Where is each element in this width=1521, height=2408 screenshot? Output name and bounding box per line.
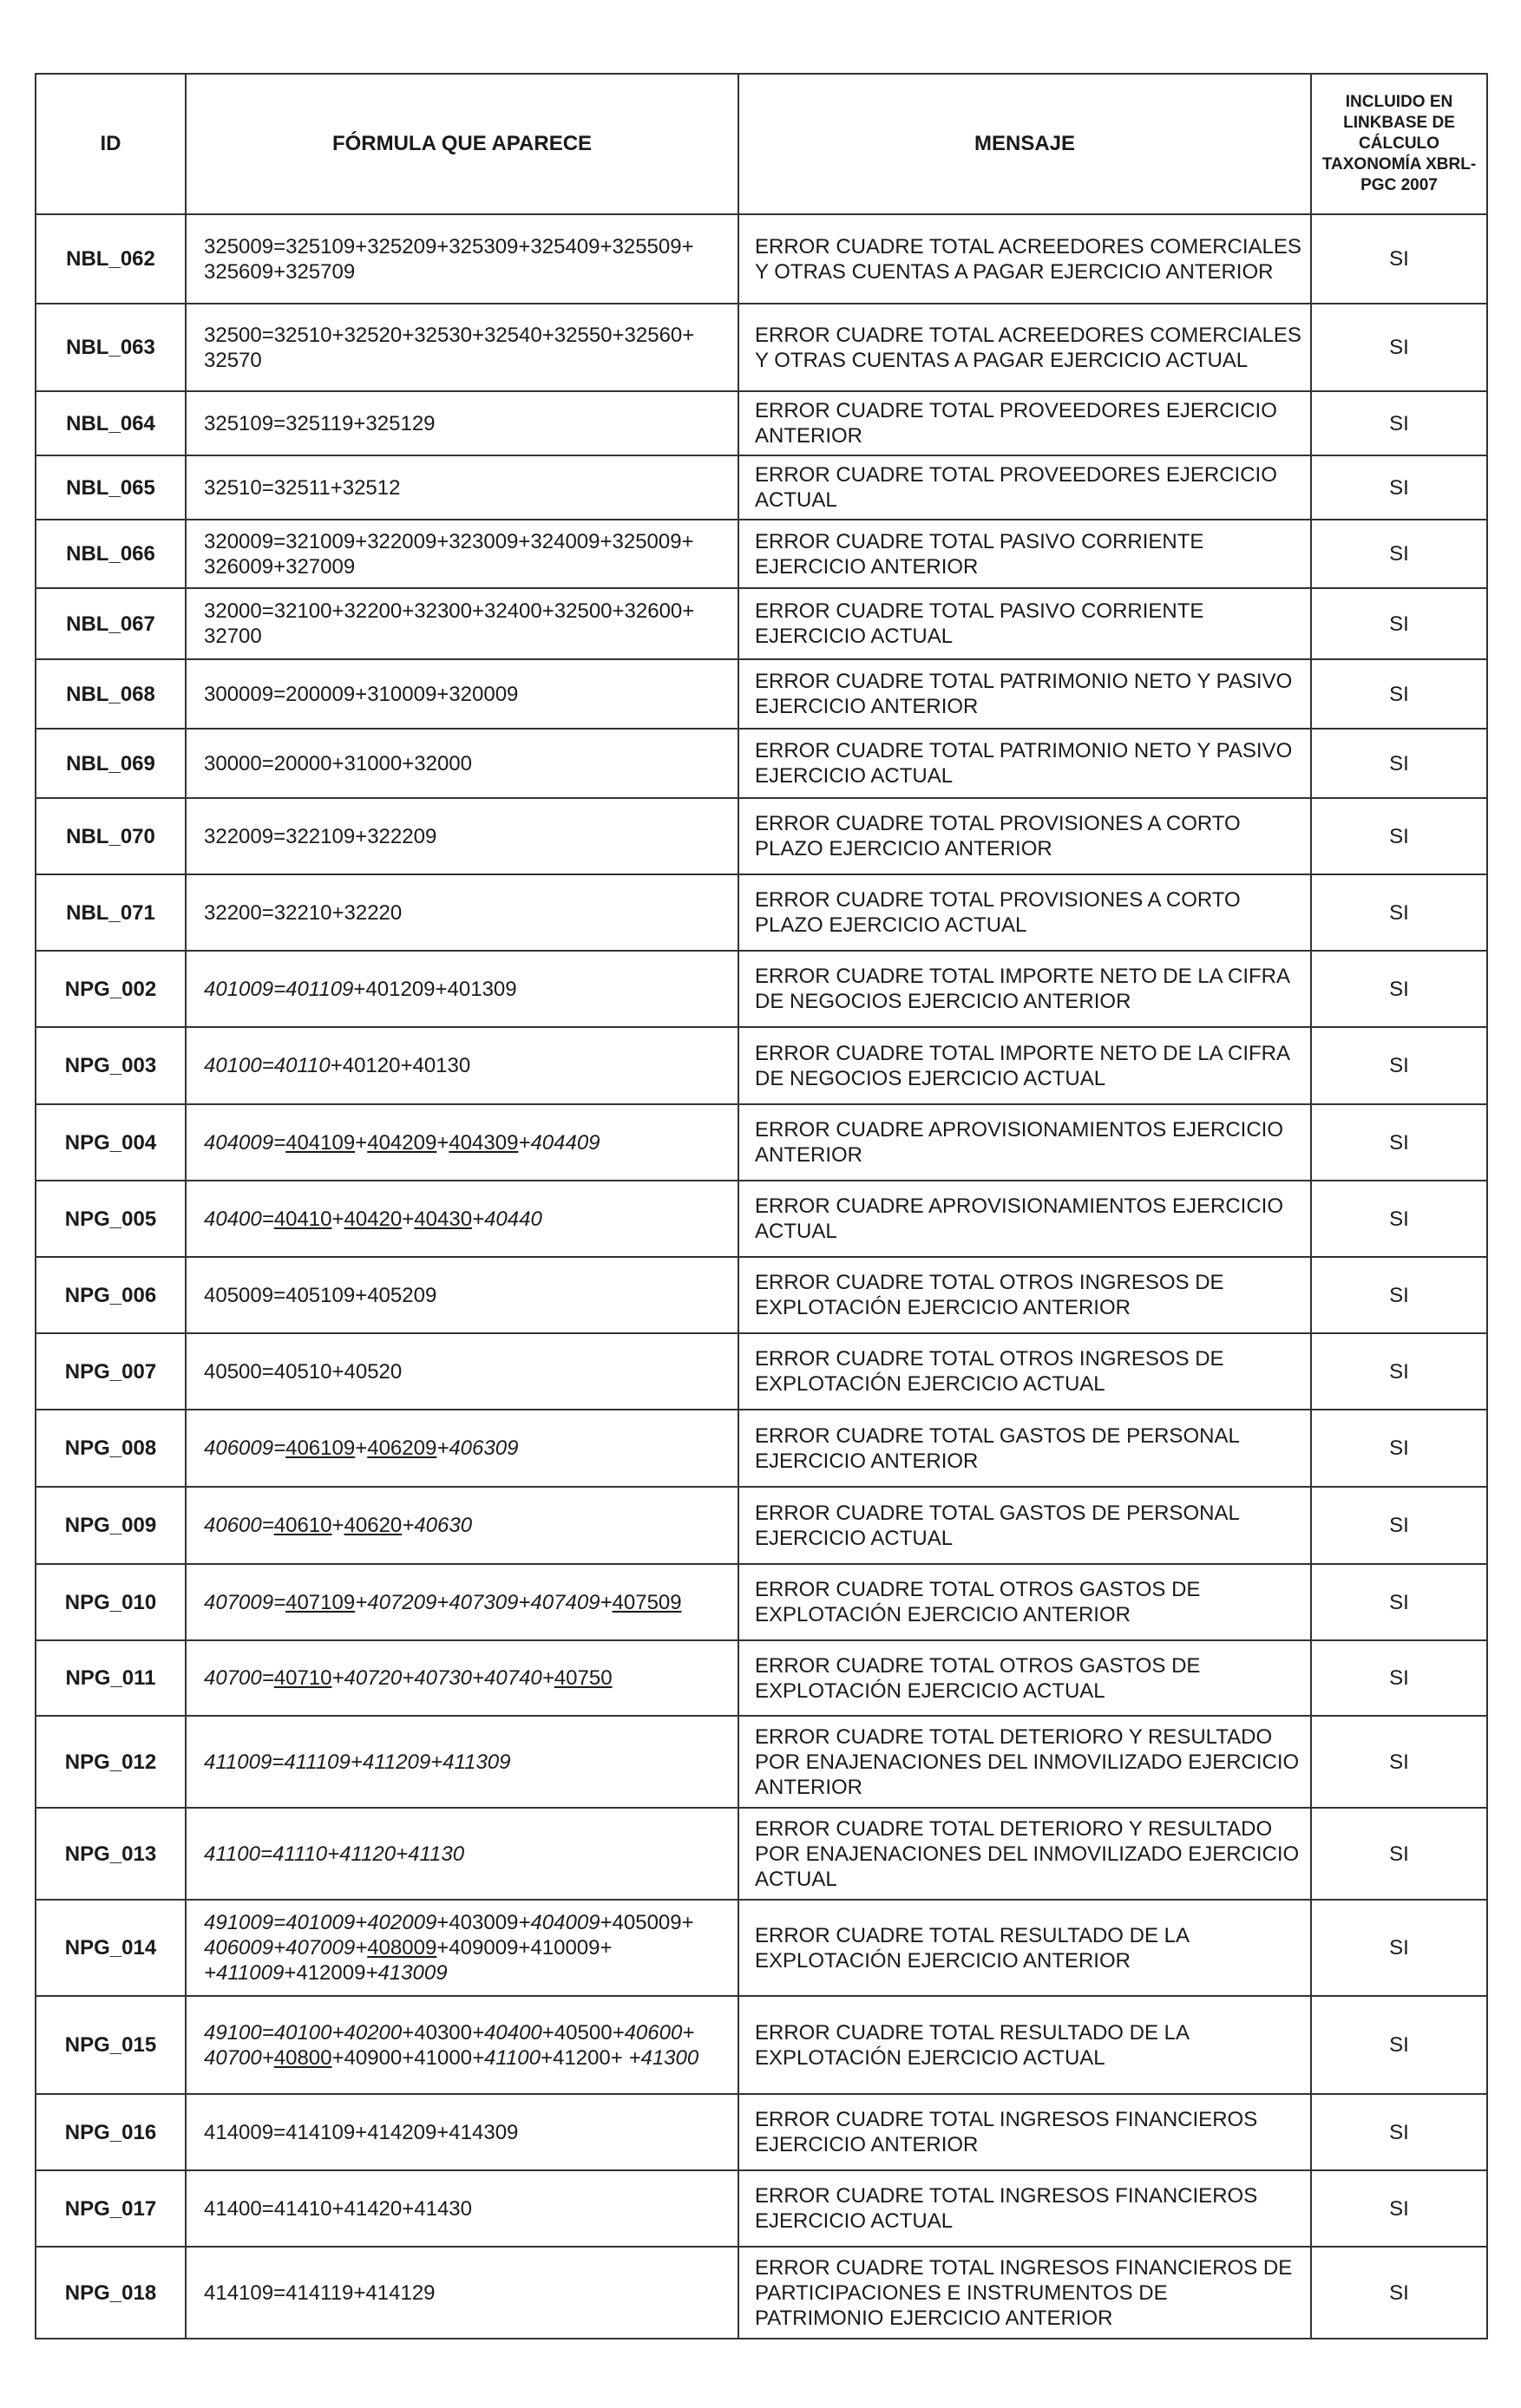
formula-part: +404409 [518, 1130, 600, 1155]
row-formula [186, 951, 738, 1027]
formula-part: +40500 [541, 2020, 613, 2045]
table-row [36, 951, 1487, 1027]
row-id: NPG_018 [36, 2247, 186, 2339]
table-row [36, 1900, 1487, 1996]
table-row [36, 1808, 1487, 1900]
row-id: NBL_066 [36, 520, 186, 588]
row-included: SI [1311, 951, 1487, 1027]
row-included: SI [1311, 588, 1487, 659]
formula-part: +40900+41000 [331, 2045, 473, 2070]
formula-part: 32000=32100+32200+32300+32400+32500+32600+ 32700 [204, 599, 695, 648]
row-formula [186, 659, 738, 729]
formula-part: 41100=41110+41120+41130 [204, 1842, 465, 1866]
row-id: NPG_016 [36, 2094, 186, 2170]
table-row [36, 1257, 1487, 1333]
formula-part: 40410 [273, 1207, 332, 1231]
row-id: NPG_014 [36, 1900, 186, 1996]
row-id: NPG_010 [36, 1564, 186, 1640]
formula-part: +40720+40730+40740+ [331, 1666, 554, 1690]
row-id: NPG_002 [36, 951, 186, 1027]
formula-part: + [402, 1207, 415, 1231]
row-formula [186, 2094, 738, 2170]
row-formula [186, 729, 738, 798]
row-included: SI [1311, 659, 1487, 729]
row-formula [186, 874, 738, 951]
formula-part: +405009+ [600, 1911, 694, 1934]
header-id: ID [36, 74, 186, 214]
row-message: ERROR CUADRE TOTAL GASTOS DE PERSONAL EJERCICIO ACTUAL [738, 1487, 1311, 1564]
table-body [36, 214, 1487, 2339]
formula-part: 40750 [554, 1666, 613, 1690]
row-id: NBL_068 [36, 659, 186, 729]
row-message: ERROR CUADRE TOTAL DETERIORO Y RESULTADO POR ENAJENACIONES DEL INMOVILIZADO EJERCICIO ACTUAL [738, 1808, 1311, 1900]
row-included: SI [1311, 874, 1487, 951]
row-included: SI [1311, 1487, 1487, 1564]
table-header [36, 74, 1487, 214]
row-included: SI [1311, 798, 1487, 874]
formula-part: 406009+407009+ [204, 1936, 368, 1960]
row-message: ERROR CUADRE TOTAL PASIVO CORRIENTE EJERCICIO ACTUAL [738, 588, 1311, 659]
formula-part: +406309 [436, 1436, 519, 1460]
formula-part: +404009 [518, 1911, 600, 1934]
formula-part: +40120+40130 [330, 1054, 471, 1077]
table-row [36, 455, 1487, 520]
formula-part: +411009 [204, 1961, 285, 1985]
formula-part: 406109 [285, 1436, 356, 1460]
row-included: SI [1311, 455, 1487, 520]
formula-part: 40400= [204, 1207, 274, 1231]
table-row [36, 1716, 1487, 1808]
row-message: ERROR CUADRE TOTAL OTROS INGRESOS DE EXPLOTACIÓN EJERCICIO ACTUAL [738, 1333, 1311, 1410]
formula-part: +40300 [402, 2020, 473, 2045]
formula-part: +40630 [402, 1514, 473, 1537]
row-id: NPG_003 [36, 1027, 186, 1104]
row-formula [186, 455, 738, 520]
row-message: ERROR CUADRE TOTAL RESULTADO DE LA EXPLOTACIÓN EJERCICIO ANTERIOR [738, 1900, 1311, 1996]
row-formula [186, 1104, 738, 1181]
formula-part: +401209+401309 [353, 977, 517, 1001]
row-formula [186, 1640, 738, 1716]
row-formula [186, 1410, 738, 1487]
row-formula [186, 304, 738, 391]
row-formula [186, 588, 738, 659]
formula-part: 404309 [449, 1130, 519, 1155]
table-row [36, 214, 1487, 304]
row-formula [186, 2170, 738, 2247]
table-row [36, 1996, 1487, 2094]
row-message: ERROR CUADRE TOTAL INGRESOS FINANCIEROS DE PARTICIPACIONES E INSTRUMENTOS DE PATRIMONIO EJERCICIO ANTERIOR [738, 2247, 1311, 2339]
formula-part: 407509 [612, 1590, 682, 1614]
table-row [36, 1410, 1487, 1487]
row-included: SI [1311, 2094, 1487, 2170]
row-included: SI [1311, 1716, 1487, 1808]
row-formula [186, 1027, 738, 1104]
table-row [36, 798, 1487, 874]
row-message: ERROR CUADRE APROVISIONAMIENTOS EJERCICIO ACTUAL [738, 1181, 1311, 1257]
row-included: SI [1311, 520, 1487, 588]
row-included: SI [1311, 1333, 1487, 1410]
formula-part: 325109=325119+325129 [204, 411, 436, 435]
row-message: ERROR CUADRE TOTAL IMPORTE NETO DE LA CIFRA DE NEGOCIOS EJERCICIO ACTUAL [738, 1027, 1311, 1104]
row-formula [186, 2247, 738, 2339]
row-formula [186, 1808, 738, 1900]
row-included: SI [1311, 729, 1487, 798]
row-id: NBL_063 [36, 304, 186, 391]
formula-part: 408009 [367, 1936, 437, 1960]
row-id: NPG_009 [36, 1487, 186, 1564]
formula-part: 40500=40510+40520 [204, 1359, 403, 1384]
row-included: SI [1311, 2170, 1487, 2247]
formula-part: +413009 [365, 1961, 448, 1985]
row-id: NPG_011 [36, 1640, 186, 1716]
row-id: NPG_012 [36, 1716, 186, 1808]
row-message: ERROR CUADRE TOTAL PROVISIONES A CORTO PLAZO EJERCICIO ANTERIOR [738, 798, 1311, 874]
row-included: SI [1311, 2247, 1487, 2339]
formula-part: 30000=20000+31000+32000 [204, 751, 472, 775]
table-row [36, 1181, 1487, 1257]
formula-part: 40710 [273, 1666, 332, 1690]
row-id: NPG_017 [36, 2170, 186, 2247]
formula-part: + [331, 1207, 344, 1231]
formula-part: +41300 [628, 2045, 699, 2070]
row-id: NPG_015 [36, 1996, 186, 2094]
formula-part: 40620 [344, 1514, 403, 1537]
table-row [36, 2170, 1487, 2247]
row-message: ERROR CUADRE TOTAL IMPORTE NETO DE LA CIFRA DE NEGOCIOS EJERCICIO ANTERIOR [738, 951, 1311, 1027]
table-row [36, 1487, 1487, 1564]
formula-part: 404009= [204, 1130, 286, 1155]
formula-part: + [355, 1130, 368, 1155]
row-formula [186, 1564, 738, 1640]
table-row [36, 391, 1487, 455]
row-included: SI [1311, 214, 1487, 304]
table-row [36, 1027, 1487, 1104]
row-message: ERROR CUADRE TOTAL ACREEDORES COMERCIALES Y OTRAS CUENTAS A PAGAR EJERCICIO ACTUAL [738, 304, 1311, 391]
formula-part: 405009=405109+405209 [204, 1283, 437, 1307]
row-included: SI [1311, 1104, 1487, 1181]
row-formula [186, 1716, 738, 1808]
table-row [36, 2094, 1487, 2170]
row-id: NBL_069 [36, 729, 186, 798]
formula-part: 404209 [367, 1130, 437, 1155]
row-id: NPG_007 [36, 1333, 186, 1410]
formula-part: +407209+407309+407409+ [355, 1590, 613, 1614]
row-id: NBL_064 [36, 391, 186, 455]
header-message: MENSAJE [738, 74, 1311, 214]
validation-rules-table [35, 73, 1488, 2339]
formula-part: 300009=200009+310009+320009 [204, 682, 519, 706]
row-id: NBL_067 [36, 588, 186, 659]
row-message: ERROR CUADRE TOTAL PATRIMONIO NETO Y PASIVO EJERCICIO ANTERIOR [738, 659, 1311, 729]
row-message: ERROR CUADRE TOTAL GASTOS DE PERSONAL EJERCICIO ANTERIOR [738, 1410, 1311, 1487]
table-row [36, 1564, 1487, 1640]
header-included: INCLUIDO EN LINKBASE DE CÁLCULO TAXONOMÍA XBRL-PGC 2007 [1311, 74, 1487, 214]
formula-part: 32500=32510+32520+32530+32540+32550+32560+ 32570 [204, 323, 695, 372]
row-included: SI [1311, 304, 1487, 391]
table-row [36, 659, 1487, 729]
formula-part: +40400 [472, 2020, 542, 2045]
header-row [36, 74, 1487, 214]
row-id: NBL_070 [36, 798, 186, 874]
row-included: SI [1311, 1900, 1487, 1996]
row-formula [186, 1257, 738, 1333]
formula-part: 411009=411109+411209+411309 [204, 1750, 511, 1774]
formula-part: 40420 [344, 1207, 403, 1231]
row-id: NPG_005 [36, 1181, 186, 1257]
formula-part: 40600= [204, 1514, 274, 1537]
row-message: ERROR CUADRE TOTAL PROVEEDORES EJERCICIO ACTUAL [738, 455, 1311, 520]
table-row [36, 520, 1487, 588]
formula-part: 491009=401009+402009 [204, 1911, 437, 1934]
row-id: NPG_006 [36, 1257, 186, 1333]
formula-part: 401009=401109 [204, 977, 354, 1001]
row-message: ERROR CUADRE TOTAL INGRESOS FINANCIEROS EJERCICIO ANTERIOR [738, 2094, 1311, 2170]
formula-part: 406009= [204, 1436, 286, 1460]
row-included: SI [1311, 1410, 1487, 1487]
row-message: ERROR CUADRE TOTAL PASIVO CORRIENTE EJERCICIO ANTERIOR [738, 520, 1311, 588]
formula-part: + [436, 1130, 449, 1155]
row-id: NPG_004 [36, 1104, 186, 1181]
formula-part: 32200=32210+32220 [204, 900, 403, 925]
header-formula: FÓRMULA QUE APARECE [186, 74, 738, 214]
table-row [36, 874, 1487, 951]
row-included: SI [1311, 1808, 1487, 1900]
formula-part: 320009=321009+322009+323009+324009+325009+ 326009+327009 [204, 529, 694, 579]
row-formula [186, 520, 738, 588]
row-message: ERROR CUADRE APROVISIONAMIENTOS EJERCICIO ANTERIOR [738, 1104, 1311, 1181]
row-formula [186, 1333, 738, 1410]
row-formula [186, 798, 738, 874]
row-formula [186, 1181, 738, 1257]
formula-part: 406209 [367, 1436, 437, 1460]
table-row [36, 1333, 1487, 1410]
formula-part: 41400=41410+41420+41430 [204, 2196, 472, 2221]
row-message: ERROR CUADRE TOTAL OTROS INGRESOS DE EXPLOTACIÓN EJERCICIO ANTERIOR [738, 1257, 1311, 1333]
formula-part: 325009=325109+325209+325309+325409+325509+ 325609+325709 [204, 234, 694, 284]
row-included: SI [1311, 1564, 1487, 1640]
row-message: ERROR CUADRE TOTAL PROVEEDORES EJERCICIO ANTERIOR [738, 391, 1311, 455]
row-message: ERROR CUADRE TOTAL PROVISIONES A CORTO PLAZO EJERCICIO ACTUAL [738, 874, 1311, 951]
row-included: SI [1311, 1027, 1487, 1104]
formula-part: 40610 [273, 1514, 332, 1537]
formula-part: + [355, 1436, 368, 1460]
table-row [36, 588, 1487, 659]
row-message: ERROR CUADRE TOTAL PATRIMONIO NETO Y PASIVO EJERCICIO ACTUAL [738, 729, 1311, 798]
formula-part: +41100 [472, 2045, 541, 2070]
formula-part: 414009=414109+414209+414309 [204, 2120, 519, 2144]
formula-part: 40800 [273, 2045, 332, 2070]
formula-part: +409009+410009+ [436, 1936, 613, 1960]
table-row [36, 1640, 1487, 1716]
row-included: SI [1311, 1257, 1487, 1333]
row-included: SI [1311, 1640, 1487, 1716]
formula-part: +403009 [436, 1911, 519, 1934]
row-id: NBL_062 [36, 214, 186, 304]
formula-part: 49100=40100+40200 [204, 2020, 403, 2045]
row-included: SI [1311, 1996, 1487, 2094]
formula-part: +412009 [284, 1961, 366, 1985]
row-included: SI [1311, 391, 1487, 455]
table-row [36, 304, 1487, 391]
formula-part: 404109 [285, 1130, 356, 1155]
formula-part: 322009=322109+322209 [204, 824, 437, 848]
formula-part: 32510=32511+32512 [204, 475, 401, 500]
formula-part: +40600+ 40700+ [204, 2020, 695, 2070]
formula-part: 407009= [204, 1590, 286, 1614]
row-message: ERROR CUADRE TOTAL OTROS GASTOS DE EXPLOTACIÓN EJERCICIO ANTERIOR [738, 1564, 1311, 1640]
row-formula [186, 1487, 738, 1564]
table-row [36, 1104, 1487, 1181]
formula-part: 40430 [414, 1207, 473, 1231]
formula-part: +40440 [472, 1207, 542, 1231]
formula-part: + [331, 1514, 344, 1537]
row-id: NPG_008 [36, 1410, 186, 1487]
row-formula [186, 391, 738, 455]
row-id: NPG_013 [36, 1808, 186, 1900]
table-row [36, 2247, 1487, 2339]
row-message: ERROR CUADRE TOTAL INGRESOS FINANCIEROS EJERCICIO ACTUAL [738, 2170, 1311, 2247]
row-message: ERROR CUADRE TOTAL OTROS GASTOS DE EXPLOTACIÓN EJERCICIO ACTUAL [738, 1640, 1311, 1716]
row-message: ERROR CUADRE TOTAL RESULTADO DE LA EXPLOTACIÓN EJERCICIO ACTUAL [738, 1996, 1311, 2094]
row-formula [186, 1996, 738, 2094]
row-message: ERROR CUADRE TOTAL ACREEDORES COMERCIALES Y OTRAS CUENTAS A PAGAR EJERCICIO ANTERIOR [738, 214, 1311, 304]
row-included: SI [1311, 1181, 1487, 1257]
formula-part: 407109 [285, 1590, 356, 1614]
row-formula [186, 1900, 738, 1996]
row-id: NBL_071 [36, 874, 186, 951]
row-id: NBL_065 [36, 455, 186, 520]
formula-part: +41200+ [541, 2045, 629, 2070]
formula-part: 40700= [204, 1666, 274, 1690]
row-formula [186, 214, 738, 304]
table-row [36, 729, 1487, 798]
formula-part: 40100=40110 [204, 1054, 331, 1077]
row-message: ERROR CUADRE TOTAL DETERIORO Y RESULTADO POR ENAJENACIONES DEL INMOVILIZADO EJERCICIO ANTERIOR [738, 1716, 1311, 1808]
formula-part: 414109=414119+414129 [204, 2280, 436, 2305]
